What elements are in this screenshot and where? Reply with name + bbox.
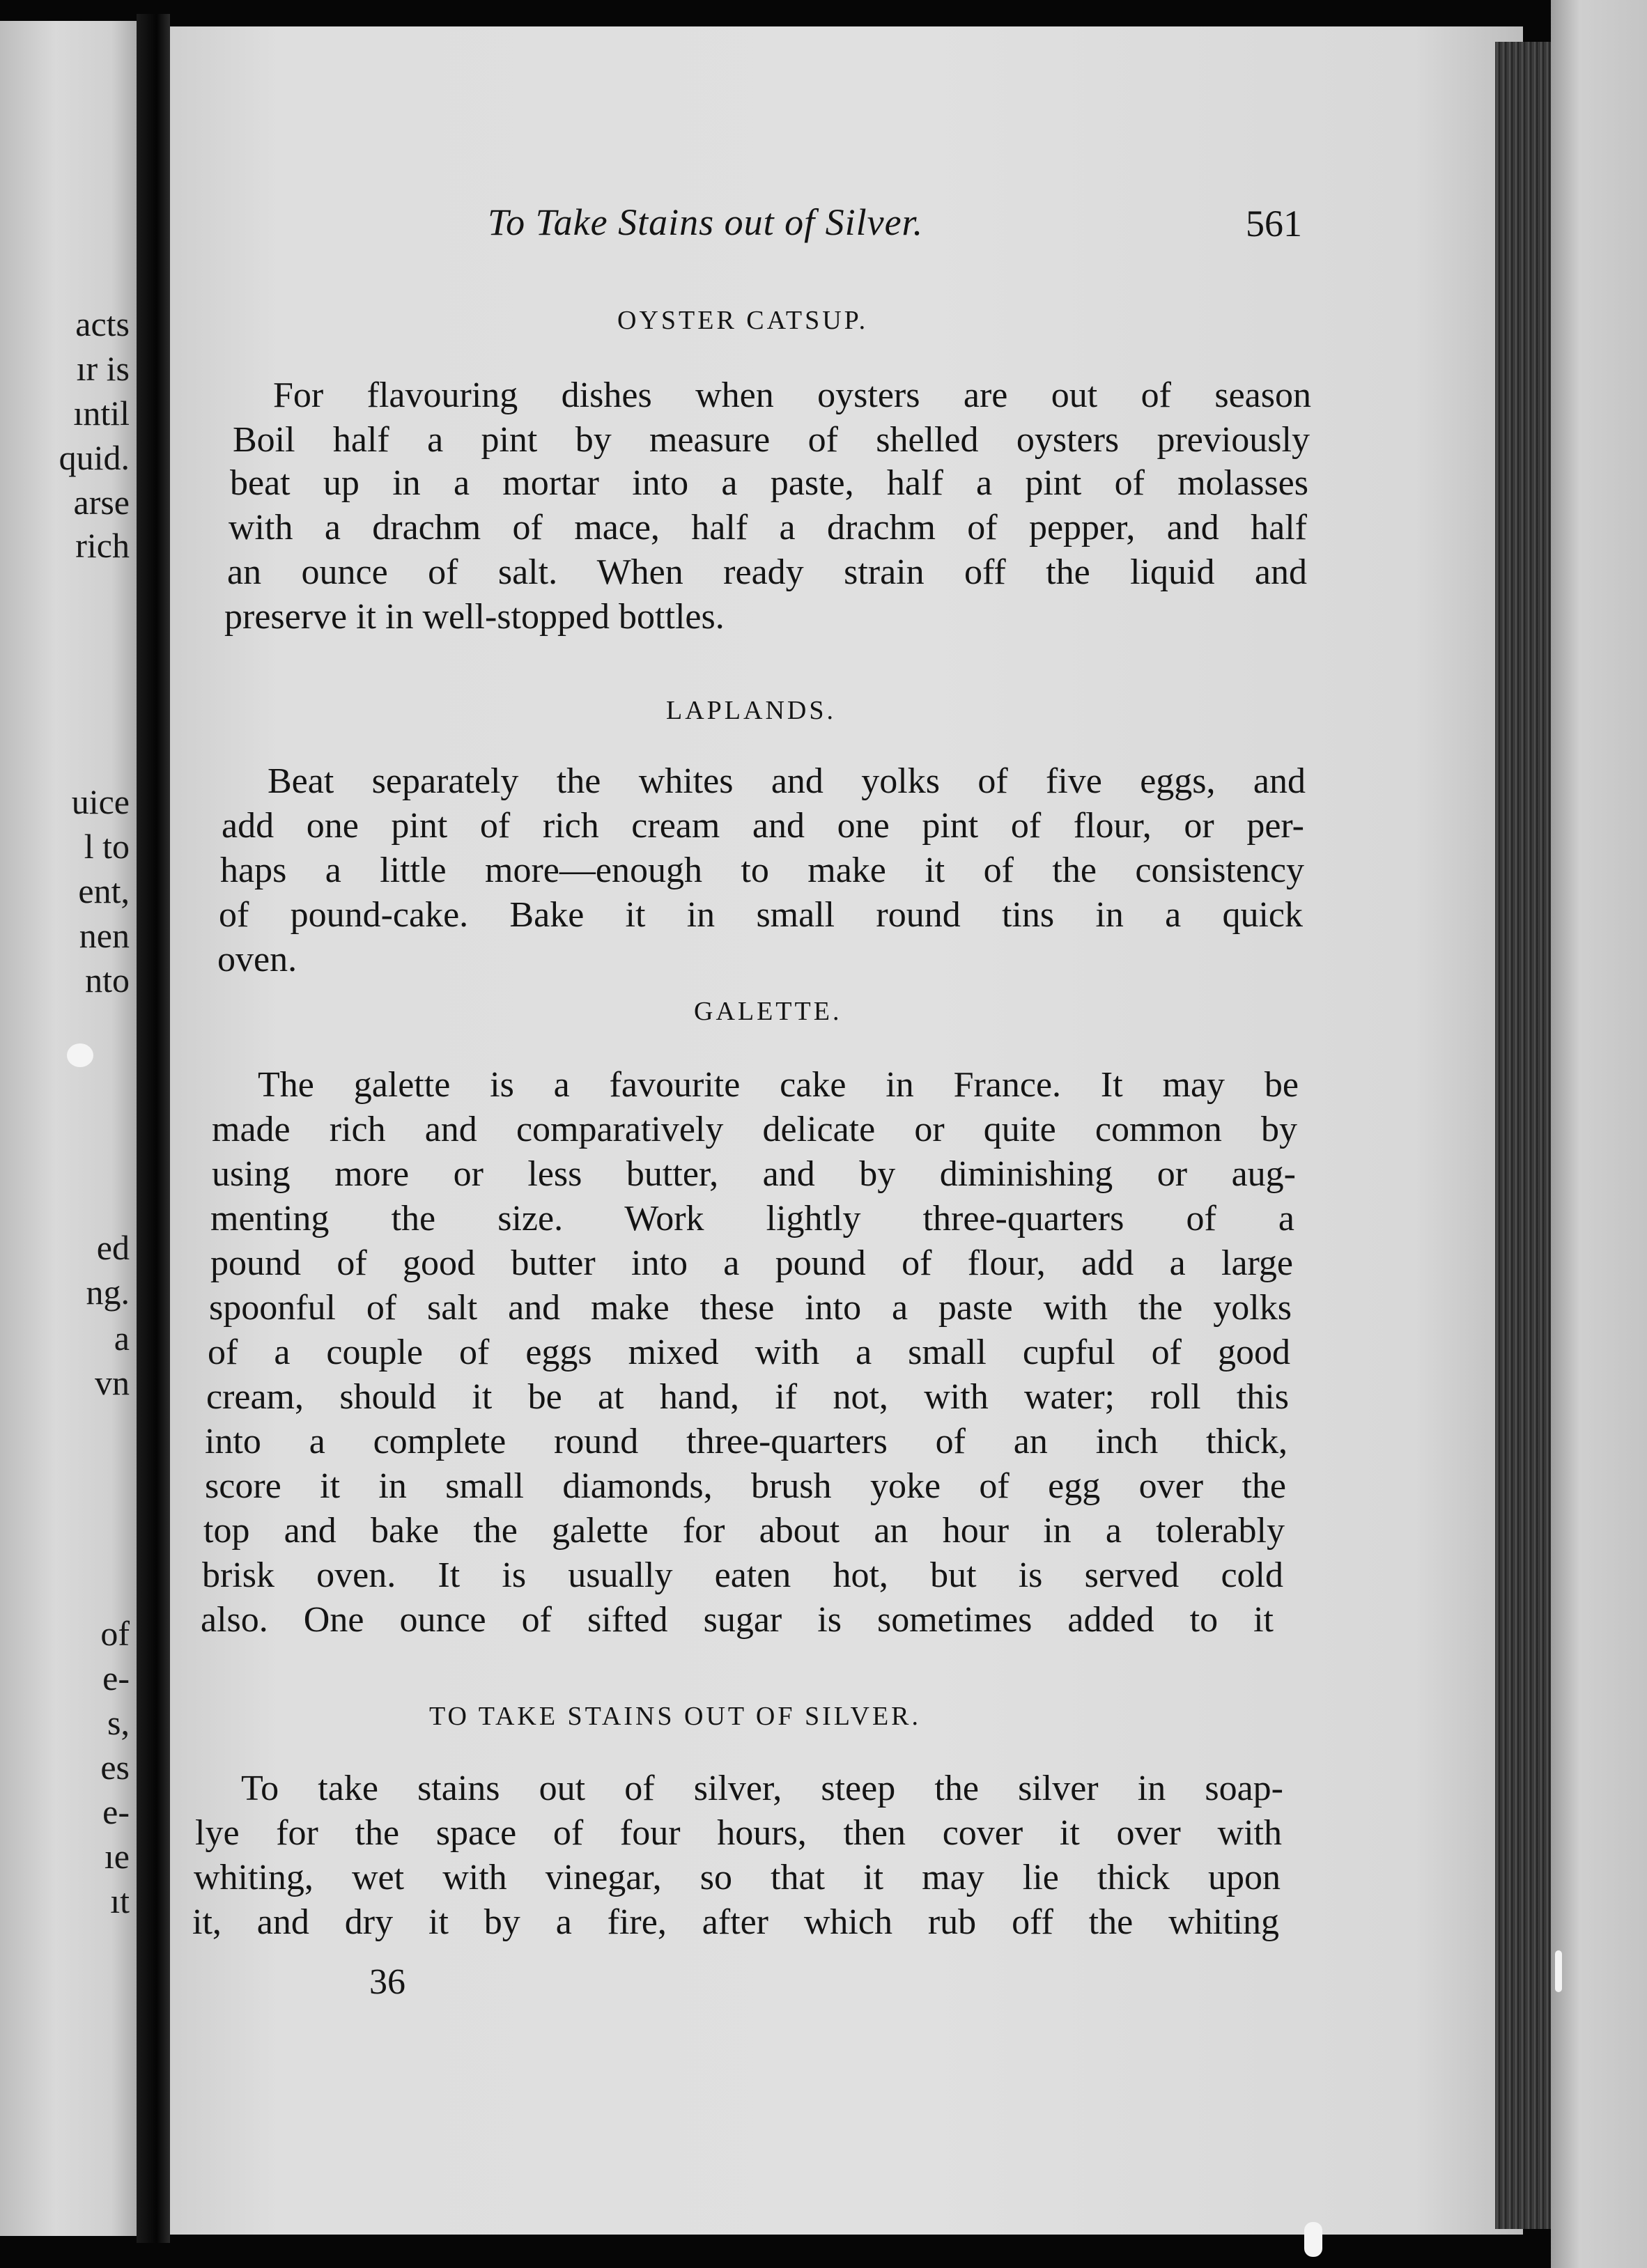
text-line: score it in small diamonds, brush yoke of egg over the <box>205 1466 1286 1506</box>
dust-speck <box>1304 2222 1322 2257</box>
left-fragment: vn <box>95 1363 130 1402</box>
previous-page <box>0 21 139 2236</box>
text-line: pound of good butter into a pound of flour, add a large <box>210 1243 1293 1283</box>
text-line: of a couple of eggs mixed with a small cupful of good <box>208 1333 1290 1372</box>
left-fragment: ıt <box>110 1881 130 1920</box>
section-heading: GALETTE. <box>694 997 842 1026</box>
text-line: cream, should it be at hand, if not, with water; roll this <box>206 1377 1289 1417</box>
page-edges <box>1495 42 1551 2229</box>
text-line: whiting, wet with vinegar, so that it may lie thick upon <box>194 1858 1281 1897</box>
text-line: spoonful of salt and make these into a paste with the yolks <box>209 1288 1292 1328</box>
left-fragment: l to <box>84 827 130 866</box>
left-fragment: s, <box>107 1703 130 1742</box>
left-fragment: nen <box>79 916 130 955</box>
running-head: To Take Stains out of Silver. <box>488 201 924 243</box>
text-line: To take stains out of silver, steep the silver in soap- <box>241 1769 1283 1808</box>
left-fragment: nto <box>85 961 130 1000</box>
text-line: made rich and comparatively delicate or quite common by <box>212 1110 1297 1149</box>
left-fragment: ıntil <box>73 394 130 433</box>
scanner-background <box>1551 0 1647 2268</box>
section-heading: LAPLANDS. <box>666 696 836 725</box>
section-heading: TO TAKE STAINS OUT OF SILVER. <box>429 1702 922 1731</box>
dust-speck <box>1555 1950 1562 1992</box>
text-line: using more or less butter, and by diminishing or aug- <box>212 1154 1296 1194</box>
text-line: The galette is a favourite cake in France. It may be <box>258 1065 1299 1105</box>
left-fragment: a <box>114 1319 130 1358</box>
text-line: For flavouring dishes when oysters are out of season <box>273 375 1311 415</box>
left-fragment: ıe <box>104 1837 130 1876</box>
left-fragment: uice <box>71 782 130 821</box>
text-line: Beat separately the whites and yolks of five eggs, and <box>268 761 1306 801</box>
left-fragment: of <box>100 1614 130 1653</box>
text-line: top and bake the galette for about an hour in a tolerably <box>203 1511 1285 1551</box>
text-line: into a complete round three-quarters of an inch thick, <box>205 1422 1288 1461</box>
page-number: 561 <box>1246 203 1302 244</box>
left-fragment: e- <box>102 1792 130 1831</box>
left-fragment: ng. <box>86 1273 130 1312</box>
text-line: an ounce of salt. When ready strain off the liquid and <box>227 552 1307 592</box>
text-line: haps a little more—enough to make it of the consistency <box>220 850 1304 890</box>
left-fragment: ır is <box>76 349 130 388</box>
text-line: it, and dry it by a fire, after which rub off the whiting <box>192 1902 1279 1942</box>
text-line: preserve it in well-stopped bottles. <box>224 597 725 637</box>
text-line: lye for the space of four hours, then cover it over with <box>195 1813 1282 1853</box>
text-line: menting the size. Work lightly three-quarters of a <box>210 1199 1294 1238</box>
text-line: beat up in a mortar into a paste, half a pint of molasses <box>230 463 1308 503</box>
text-line: with a drachm of mace, half a drachm of pepper, and half <box>229 508 1307 547</box>
text-line: brisk oven. It is usually eaten hot, but is served cold <box>202 1555 1283 1595</box>
left-fragment: acts <box>75 304 130 343</box>
left-fragment: quid. <box>59 438 130 477</box>
book-gutter <box>137 14 170 2243</box>
left-fragment: es <box>100 1748 130 1787</box>
text-line: Boil half a pint by measure of shelled oysters previously <box>233 420 1310 460</box>
left-fragment: arse <box>73 483 130 522</box>
left-fragment: ed <box>96 1228 130 1267</box>
signature-mark: 36 <box>369 1962 405 2002</box>
text-line: oven. <box>217 940 297 979</box>
text-line: add one pint of rich cream and one pint of flour, or per- <box>222 806 1304 846</box>
left-fragment: rich <box>75 526 130 565</box>
left-fragment: e- <box>102 1659 130 1698</box>
section-heading: OYSTER CATSUP. <box>617 306 869 335</box>
text-line: also. One ounce of sifted sugar is sometimes added to it <box>201 1600 1274 1640</box>
previous-page-fragments <box>0 21 139 2236</box>
text-line: of pound-cake. Bake it in small round tins in a quick <box>219 895 1303 935</box>
dust-speck <box>67 1043 93 1067</box>
left-fragment: ent, <box>78 871 130 910</box>
